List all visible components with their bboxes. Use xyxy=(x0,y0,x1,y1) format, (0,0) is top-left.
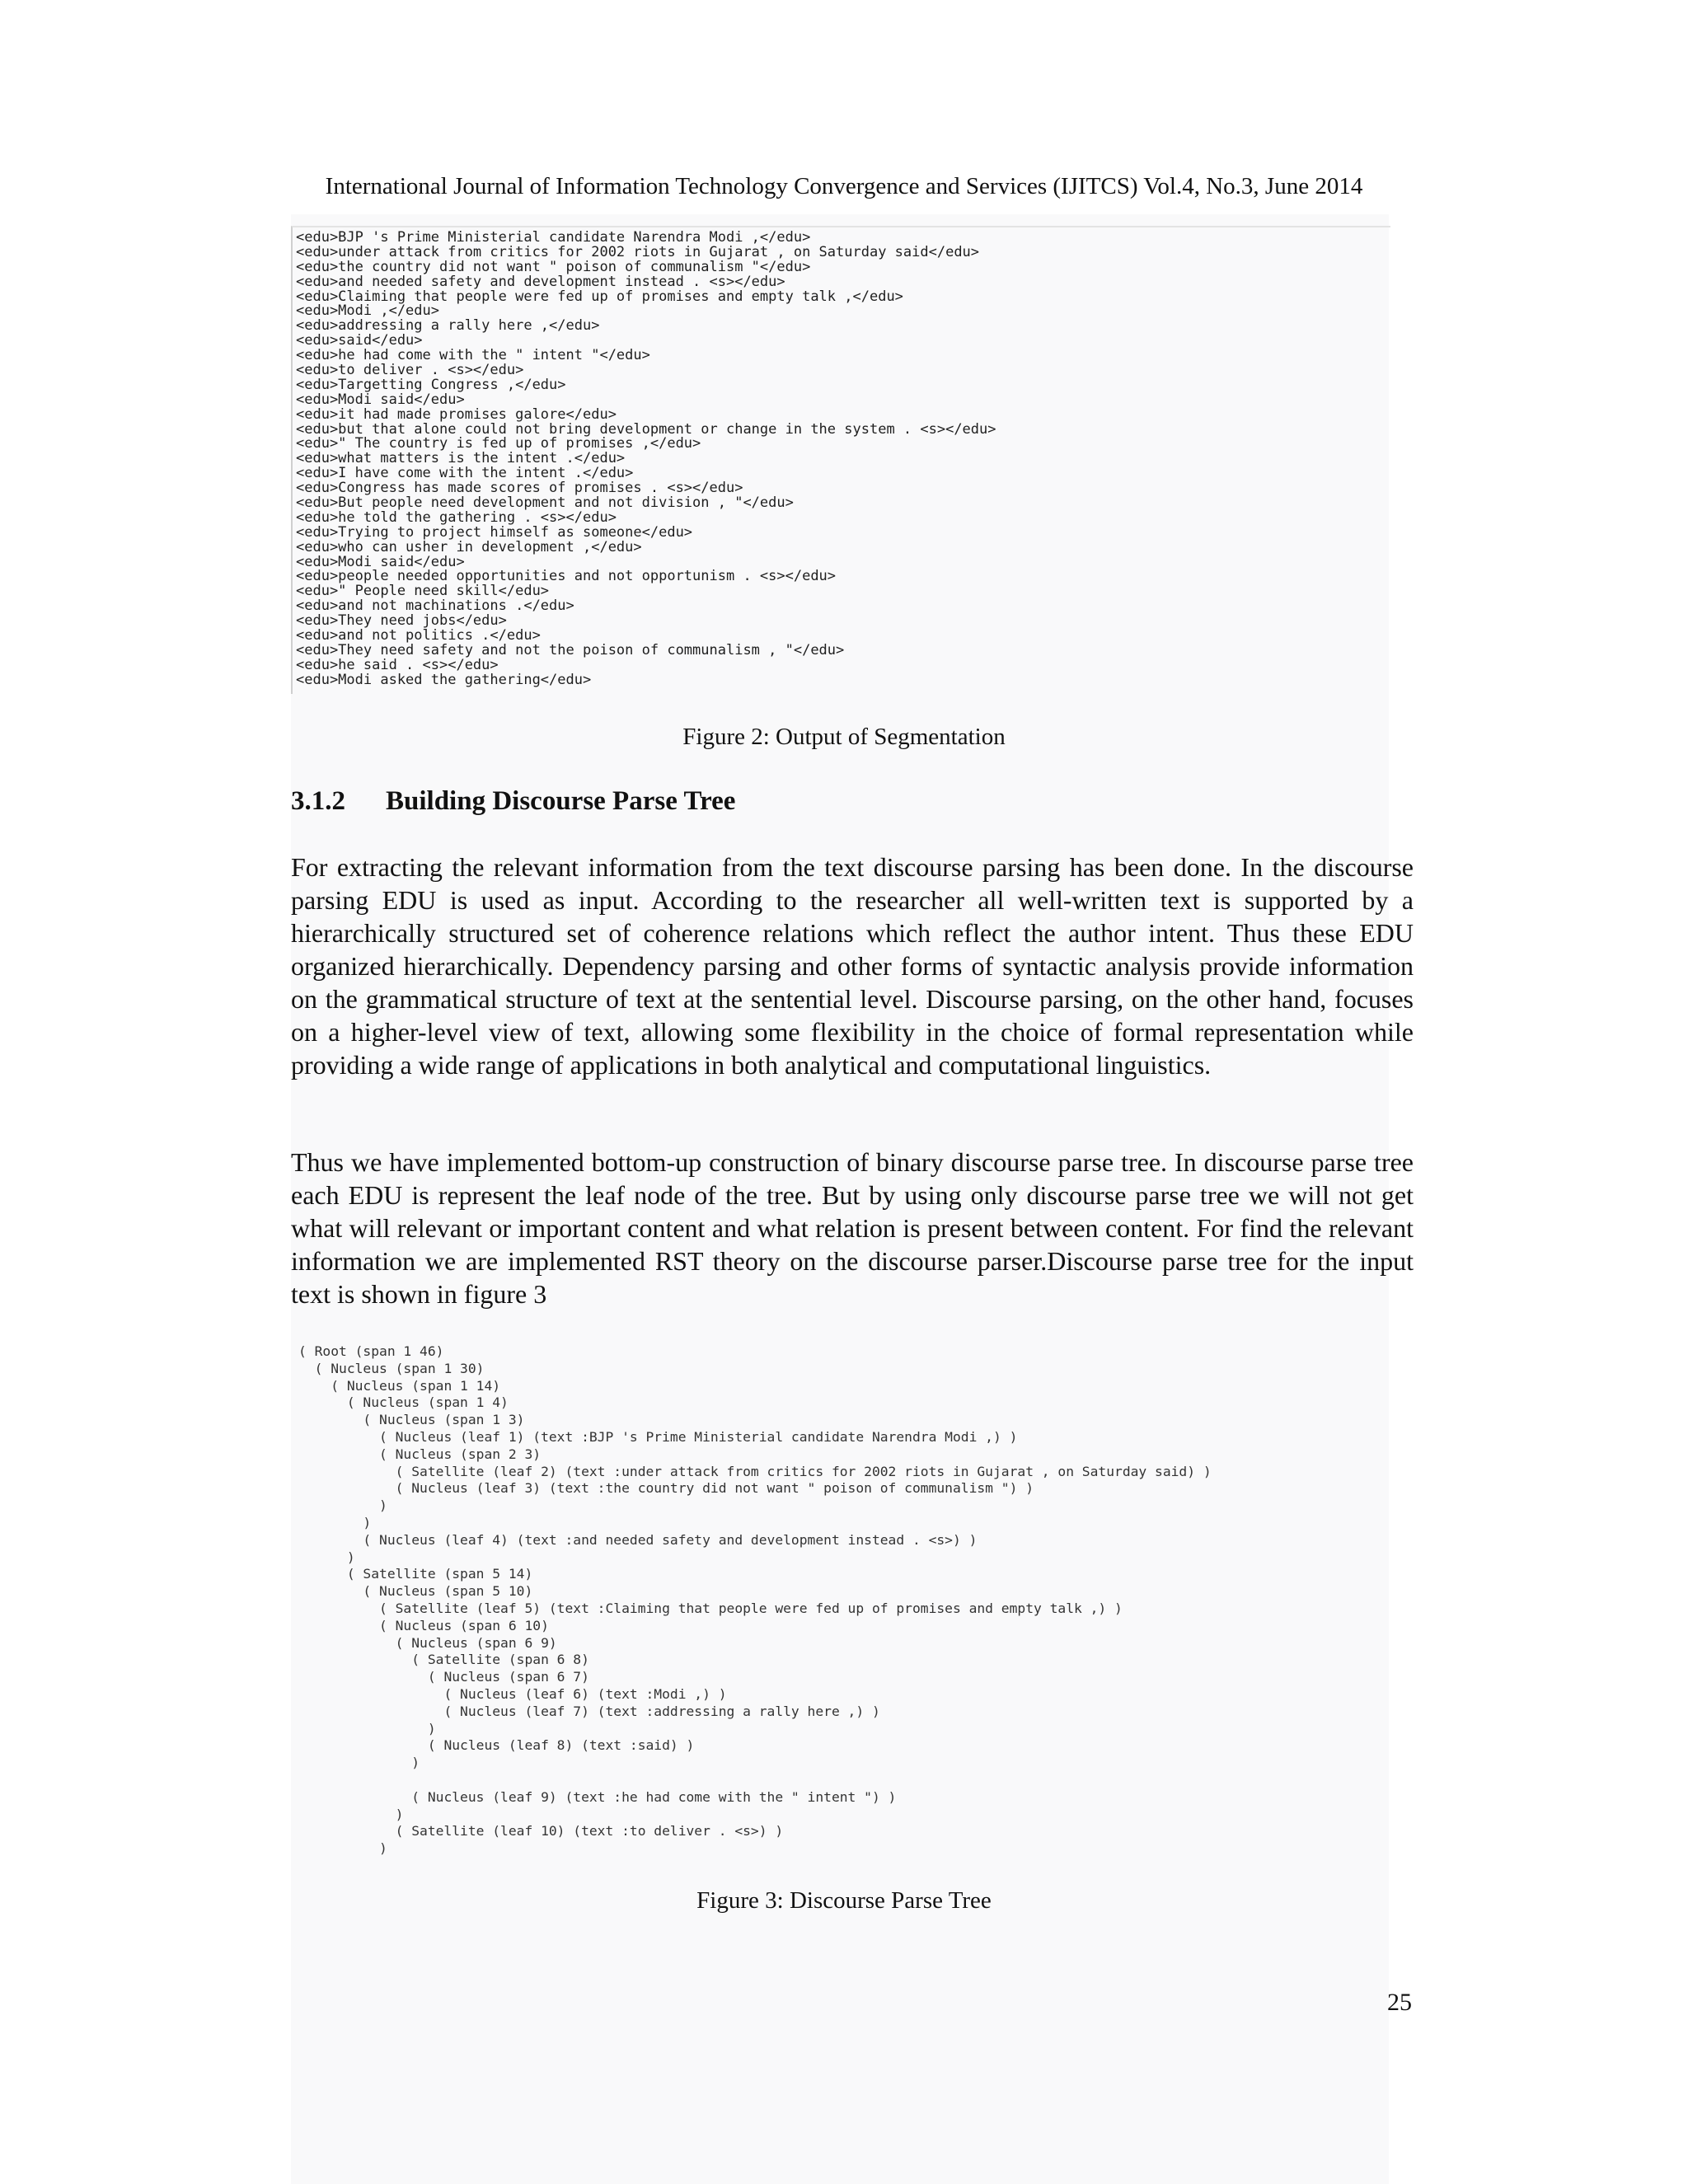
segmentation-line: <edu>They need safety and not the poison of communalism , "</edu> xyxy=(296,641,845,658)
parse-tree-line: ( Nucleus (leaf 8) (text :said) ) xyxy=(298,1737,695,1754)
parse-tree-line: ( Nucleus (span 2 3) xyxy=(298,1446,542,1462)
segmentation-line: <edu>I have come with the intent .</edu> xyxy=(296,465,634,482)
segmentation-line: <edu>it had made promises galore</edu> xyxy=(296,405,617,423)
parse-tree-line: ( Nucleus (leaf 3) (text :the country did not want " poison of communalism ") ) xyxy=(298,1480,1034,1497)
figure-3-caption: Figure 3: Discourse Parse Tree xyxy=(696,1887,992,1914)
segmentation-line: <edu>and not machinations .</edu> xyxy=(296,598,574,615)
parse-tree-line: ( Nucleus (leaf 4) (text :and needed safety and development instead . <s>) ) xyxy=(298,1531,978,1548)
segmentation-line: <edu>Modi said</edu> xyxy=(296,391,465,408)
segmentation-line: <edu>BJP 's Prime Ministerial candidate Narendra Modi ,</edu> xyxy=(296,229,811,246)
segmentation-line: <edu>They need jobs</edu> xyxy=(296,612,507,630)
page-number: 25 xyxy=(1387,1989,1412,2016)
parse-tree-line: ( Satellite (span 5 14) xyxy=(298,1566,533,1582)
segmentation-line: <edu>said</edu> xyxy=(296,332,423,349)
section-heading xyxy=(291,786,735,817)
segmentation-line: <edu>who can usher in development ,</edu> xyxy=(296,538,642,555)
parse-tree-line: ( Nucleus (leaf 7) (text :addressing a rally here ,) ) xyxy=(298,1703,880,1719)
parse-tree-line: ( Nucleus (leaf 1) (text :BJP 's Prime Ministerial candidate Narendra Modi ,) ) xyxy=(298,1428,1018,1445)
segmentation-line: <edu>" People need skill</edu> xyxy=(296,583,550,600)
paragraph-1: For extracting the relevant information from the text discourse parsing has been done. In the discourse parsing EDU is used as input. According to the researcher all well-written text is supported by a hierarchically structured set of coherence relations which reflect the author intent. Thus these EDU organized hierarchically. Dependency parsing and other forms of syntactic analysis provide information on the grammatical structure of text at the sentential level. Discourse parsing, on the other hand, focuses on a higher-level view of text, allowing some flexibility in the choice of formal representation while providing a wide range of applications in both analytical and computational linguistics. xyxy=(291,852,1414,1080)
segmentation-line: <edu>Modi said</edu> xyxy=(296,553,465,570)
parse-tree-line xyxy=(298,1772,1403,1789)
segmentation-line: <edu>Trying to project himself as someone</edu> xyxy=(296,523,693,541)
segmentation-line: <edu>Congress has made scores of promises . <s></edu> xyxy=(296,480,743,497)
section-title: Building Discourse Parse Tree xyxy=(386,786,736,816)
parse-tree-line: ( Nucleus (span 1 4) xyxy=(298,1394,509,1411)
parse-tree-line: ( Nucleus (span 6 9) xyxy=(298,1634,557,1651)
parse-tree-line: ) xyxy=(298,1514,372,1530)
parse-tree-line: ( Nucleus (span 1 30) xyxy=(298,1360,485,1376)
parse-tree-line: ) xyxy=(298,1755,420,1771)
segmentation-line: <edu>Modi asked the gathering</edu> xyxy=(296,671,592,688)
segmentation-line: <edu>the country did not want " poison of communalism "</edu> xyxy=(296,258,811,275)
parse-tree-line: ( Nucleus (leaf 9) (text :he had come with the " intent ") ) xyxy=(298,1788,897,1805)
segmentation-line: <edu>Modi ,</edu> xyxy=(296,302,439,320)
parse-tree-line: ( Nucleus (span 6 7) xyxy=(298,1669,589,1685)
parse-tree-line: ( Nucleus (span 1 3) xyxy=(298,1412,525,1428)
parse-tree-line: ) xyxy=(298,1549,355,1565)
segmentation-line: <edu>he said . <s></edu> xyxy=(296,656,499,673)
figure-3-discourse-parse-tree xyxy=(298,1343,1403,1871)
segmentation-line: <edu>to deliver . <s></edu> xyxy=(296,362,524,379)
segmentation-line: <edu>" The country is fed up of promises ,</edu> xyxy=(296,435,701,452)
parse-tree-line: ) xyxy=(298,1497,387,1514)
running-header: International Journal of Information Technology Convergence and Services (IJITCS) Vol.4, No.3, June 2014 xyxy=(325,173,1363,199)
segmentation-lines xyxy=(293,227,1390,688)
segmentation-line: <edu>and not politics .</edu> xyxy=(296,627,541,644)
parse-tree-line: ) xyxy=(298,1840,387,1857)
segmentation-line: <edu>people needed opportunities and not opportunism . <s></edu> xyxy=(296,568,837,585)
parse-tree-line: ( Satellite (leaf 2) (text :under attack from critics for 2002 riots in Gujarat , on Saturday said) ) xyxy=(298,1463,1212,1479)
segmentation-line: <edu>but that alone could not bring development or change in the system . <s></edu> xyxy=(296,420,996,438)
parse-tree-line: ( Nucleus (leaf 6) (text :Modi ,) ) xyxy=(298,1685,727,1702)
parse-tree-line: ( Root (span 1 46) xyxy=(298,1343,444,1359)
segmentation-line: <edu>addressing a rally here ,</edu> xyxy=(296,317,600,335)
figure-2-caption: Figure 2: Output of Segmentation xyxy=(682,724,1006,750)
section-number: 3.1.2 xyxy=(291,786,345,816)
parse-tree-line: ( Satellite (leaf 10) (text :to deliver . <s>) ) xyxy=(298,1823,784,1840)
figure-2-segmentation-output xyxy=(291,226,1390,694)
parse-tree-line: ) xyxy=(298,1720,436,1736)
segmentation-line: <edu>he had come with the " intent "</edu> xyxy=(296,347,650,364)
segmentation-line: <edu>what matters is the intent .</edu> xyxy=(296,450,626,467)
parse-tree-line: ( Satellite (span 6 8) xyxy=(298,1652,589,1668)
parse-tree-line: ) xyxy=(298,1806,404,1822)
segmentation-line: <edu>he told the gathering . <s></edu> xyxy=(296,509,617,526)
segmentation-line: <edu>and needed safety and development instead . <s></edu> xyxy=(296,273,785,290)
parse-tree-line: ( Nucleus (span 6 10) xyxy=(298,1617,549,1633)
segmentation-line: <edu>But people need development and not division , "</edu> xyxy=(296,494,794,512)
segmentation-line: <edu>under attack from critics for 2002 riots in Gujarat , on Saturday said</edu> xyxy=(296,243,980,260)
parse-tree-line: ( Nucleus (span 1 14) xyxy=(298,1377,501,1394)
parse-tree-line: ( Satellite (leaf 5) (text :Claiming that people were fed up of promises and empty talk ,) ) xyxy=(298,1600,1123,1616)
segmentation-line: <edu>Claiming that people were fed up of promises and empty talk ,</edu> xyxy=(296,288,903,305)
parse-tree-lines xyxy=(298,1343,1403,1858)
segmentation-line: <edu>Targetting Congress ,</edu> xyxy=(296,376,566,393)
parse-tree-line: ( Nucleus (span 5 10) xyxy=(298,1583,533,1600)
paragraph-2: Thus we have implemented bottom-up construction of binary discourse parse tree. In discourse parse tree each EDU is represent the leaf node of the tree. But by using only discourse parse tree we will not get what will relevant or important content and what relation is present between content. For find the relevant information we are implemented RST theory on the discourse parser.Discourse parse tree for the input text is shown in figure 3 xyxy=(291,1147,1414,1309)
